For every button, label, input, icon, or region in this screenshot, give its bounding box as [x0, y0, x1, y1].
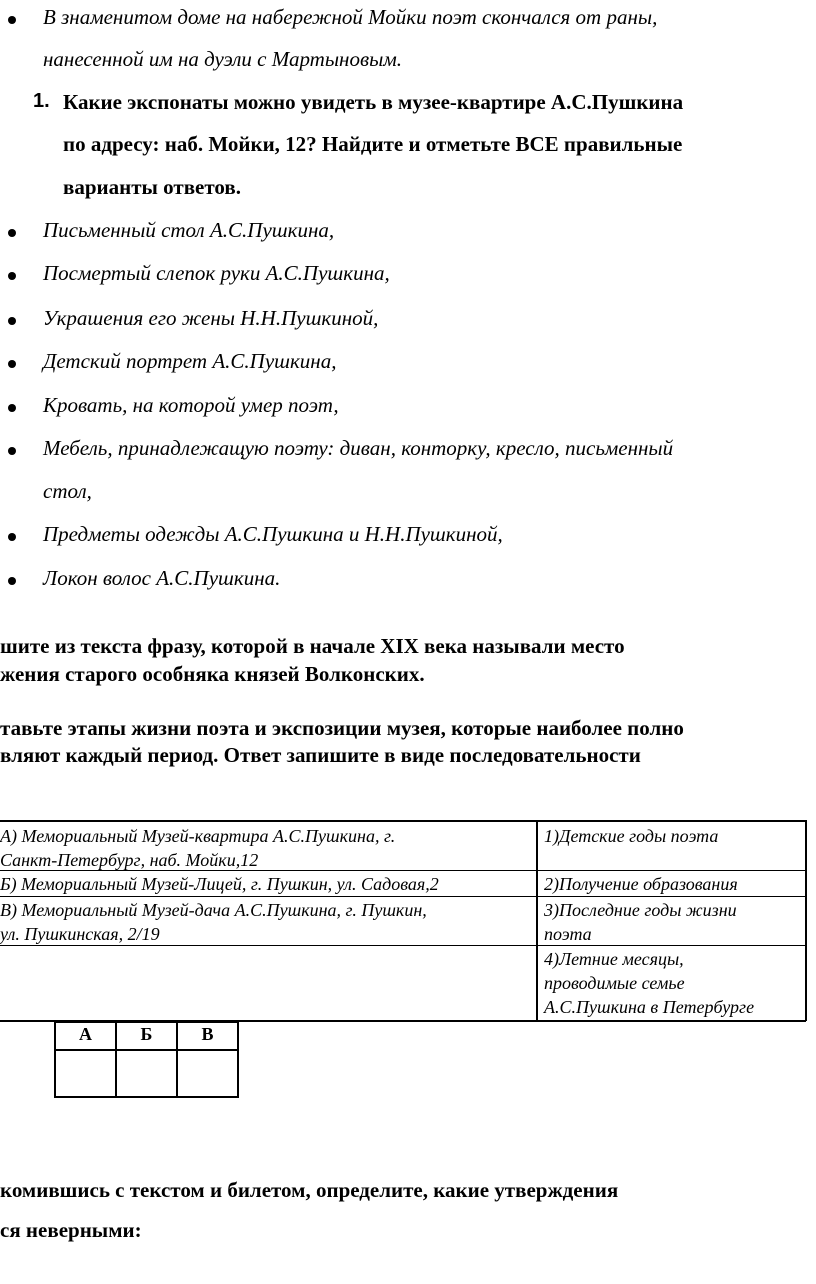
question1-line-3: варианты ответов.	[63, 175, 241, 199]
bullet-icon	[8, 447, 16, 455]
bullet-icon	[8, 577, 16, 585]
option-item: Мебель, принадлежащую поэту: диван, конторку, кресло, письменный	[43, 436, 674, 460]
bullet-icon	[8, 317, 16, 325]
table-cell: А) Мемориальный Музей-квартира А.С.Пушкина, г. Санкт-Петербург, наб. Мойки,12	[0, 826, 396, 870]
question1-line-1: Какие экспонаты можно увидеть в музее-квартире А.С.Пушкина	[63, 90, 684, 114]
answer-cell-v[interactable]	[178, 1051, 237, 1096]
intro-line-1: В знаменитом доме на набережной Мойки поэт скончался от раны,	[43, 5, 658, 29]
option-item: Кровать, на которой умер поэт,	[43, 393, 339, 417]
question2-line-1: шите из текста фразу, которой в начале XIX века называли место	[0, 634, 625, 658]
answer-grid-header: Б	[140, 1024, 153, 1044]
question-number: 1.	[33, 90, 50, 112]
bullet-icon	[8, 16, 16, 24]
option-item: Локон волос А.С.Пушкина.	[43, 566, 281, 590]
table-cell: 2)Получение образования	[544, 874, 738, 894]
question1-line-2: по адресу: наб. Мойки, 12? Найдите и отметьте ВСЕ правильные	[63, 132, 683, 156]
question3-line-1: тавьте этапы жизни поэта и экспозиции музея, которые наиболее полно	[0, 716, 684, 740]
bullet-icon	[8, 229, 16, 237]
answer-cell-b[interactable]	[117, 1051, 176, 1096]
answer-grid-header: А	[79, 1024, 92, 1044]
table-cell: 4)Летние месяцы, проводимые семье А.С.Пушкина в Петербурге	[544, 949, 755, 1017]
option-item: Посмертый слепок руки А.С.Пушкина,	[43, 261, 390, 285]
table-cell: Б) Мемориальный Музей-Лицей, г. Пушкин, ул. Садовая,2	[0, 874, 439, 894]
option-item: Украшения его жены Н.Н.Пушкиной,	[43, 306, 379, 330]
table-cell: 3)Последние годы жизни поэта	[544, 900, 737, 944]
answer-grid-header: В	[201, 1024, 214, 1044]
intro-line-2: нанесенной им на дуэли с Мартыновым.	[43, 47, 402, 71]
option-item: Письменный стол А.С.Пушкина,	[43, 218, 335, 242]
bullet-icon	[8, 404, 16, 412]
question4-line-2: ся неверными:	[0, 1218, 142, 1242]
answer-cell-a[interactable]	[56, 1051, 115, 1096]
option-item: Предметы одежды А.С.Пушкина и Н.Н.Пушкиной,	[43, 522, 503, 546]
bullet-icon	[8, 533, 16, 541]
question2-line-2: жения старого особняка князей Волконских.	[0, 662, 425, 686]
option-item-continuation: стол,	[43, 479, 92, 503]
bullet-icon	[8, 272, 16, 280]
question3-line-2: вляют каждый период. Ответ запишите в виде последовательности	[0, 743, 641, 767]
question4-line-1: комившись с текстом и билетом, определите, какие утверждения	[0, 1178, 619, 1202]
option-item: Детский портрет А.С.Пушкина,	[43, 349, 337, 373]
table-cell: 1)Детские годы поэта	[544, 826, 719, 846]
table-cell: В) Мемориальный Музей-дача А.С.Пушкина, г. Пушкин, ул. Пушкинская, 2/19	[0, 900, 427, 944]
bullet-icon	[8, 360, 16, 368]
